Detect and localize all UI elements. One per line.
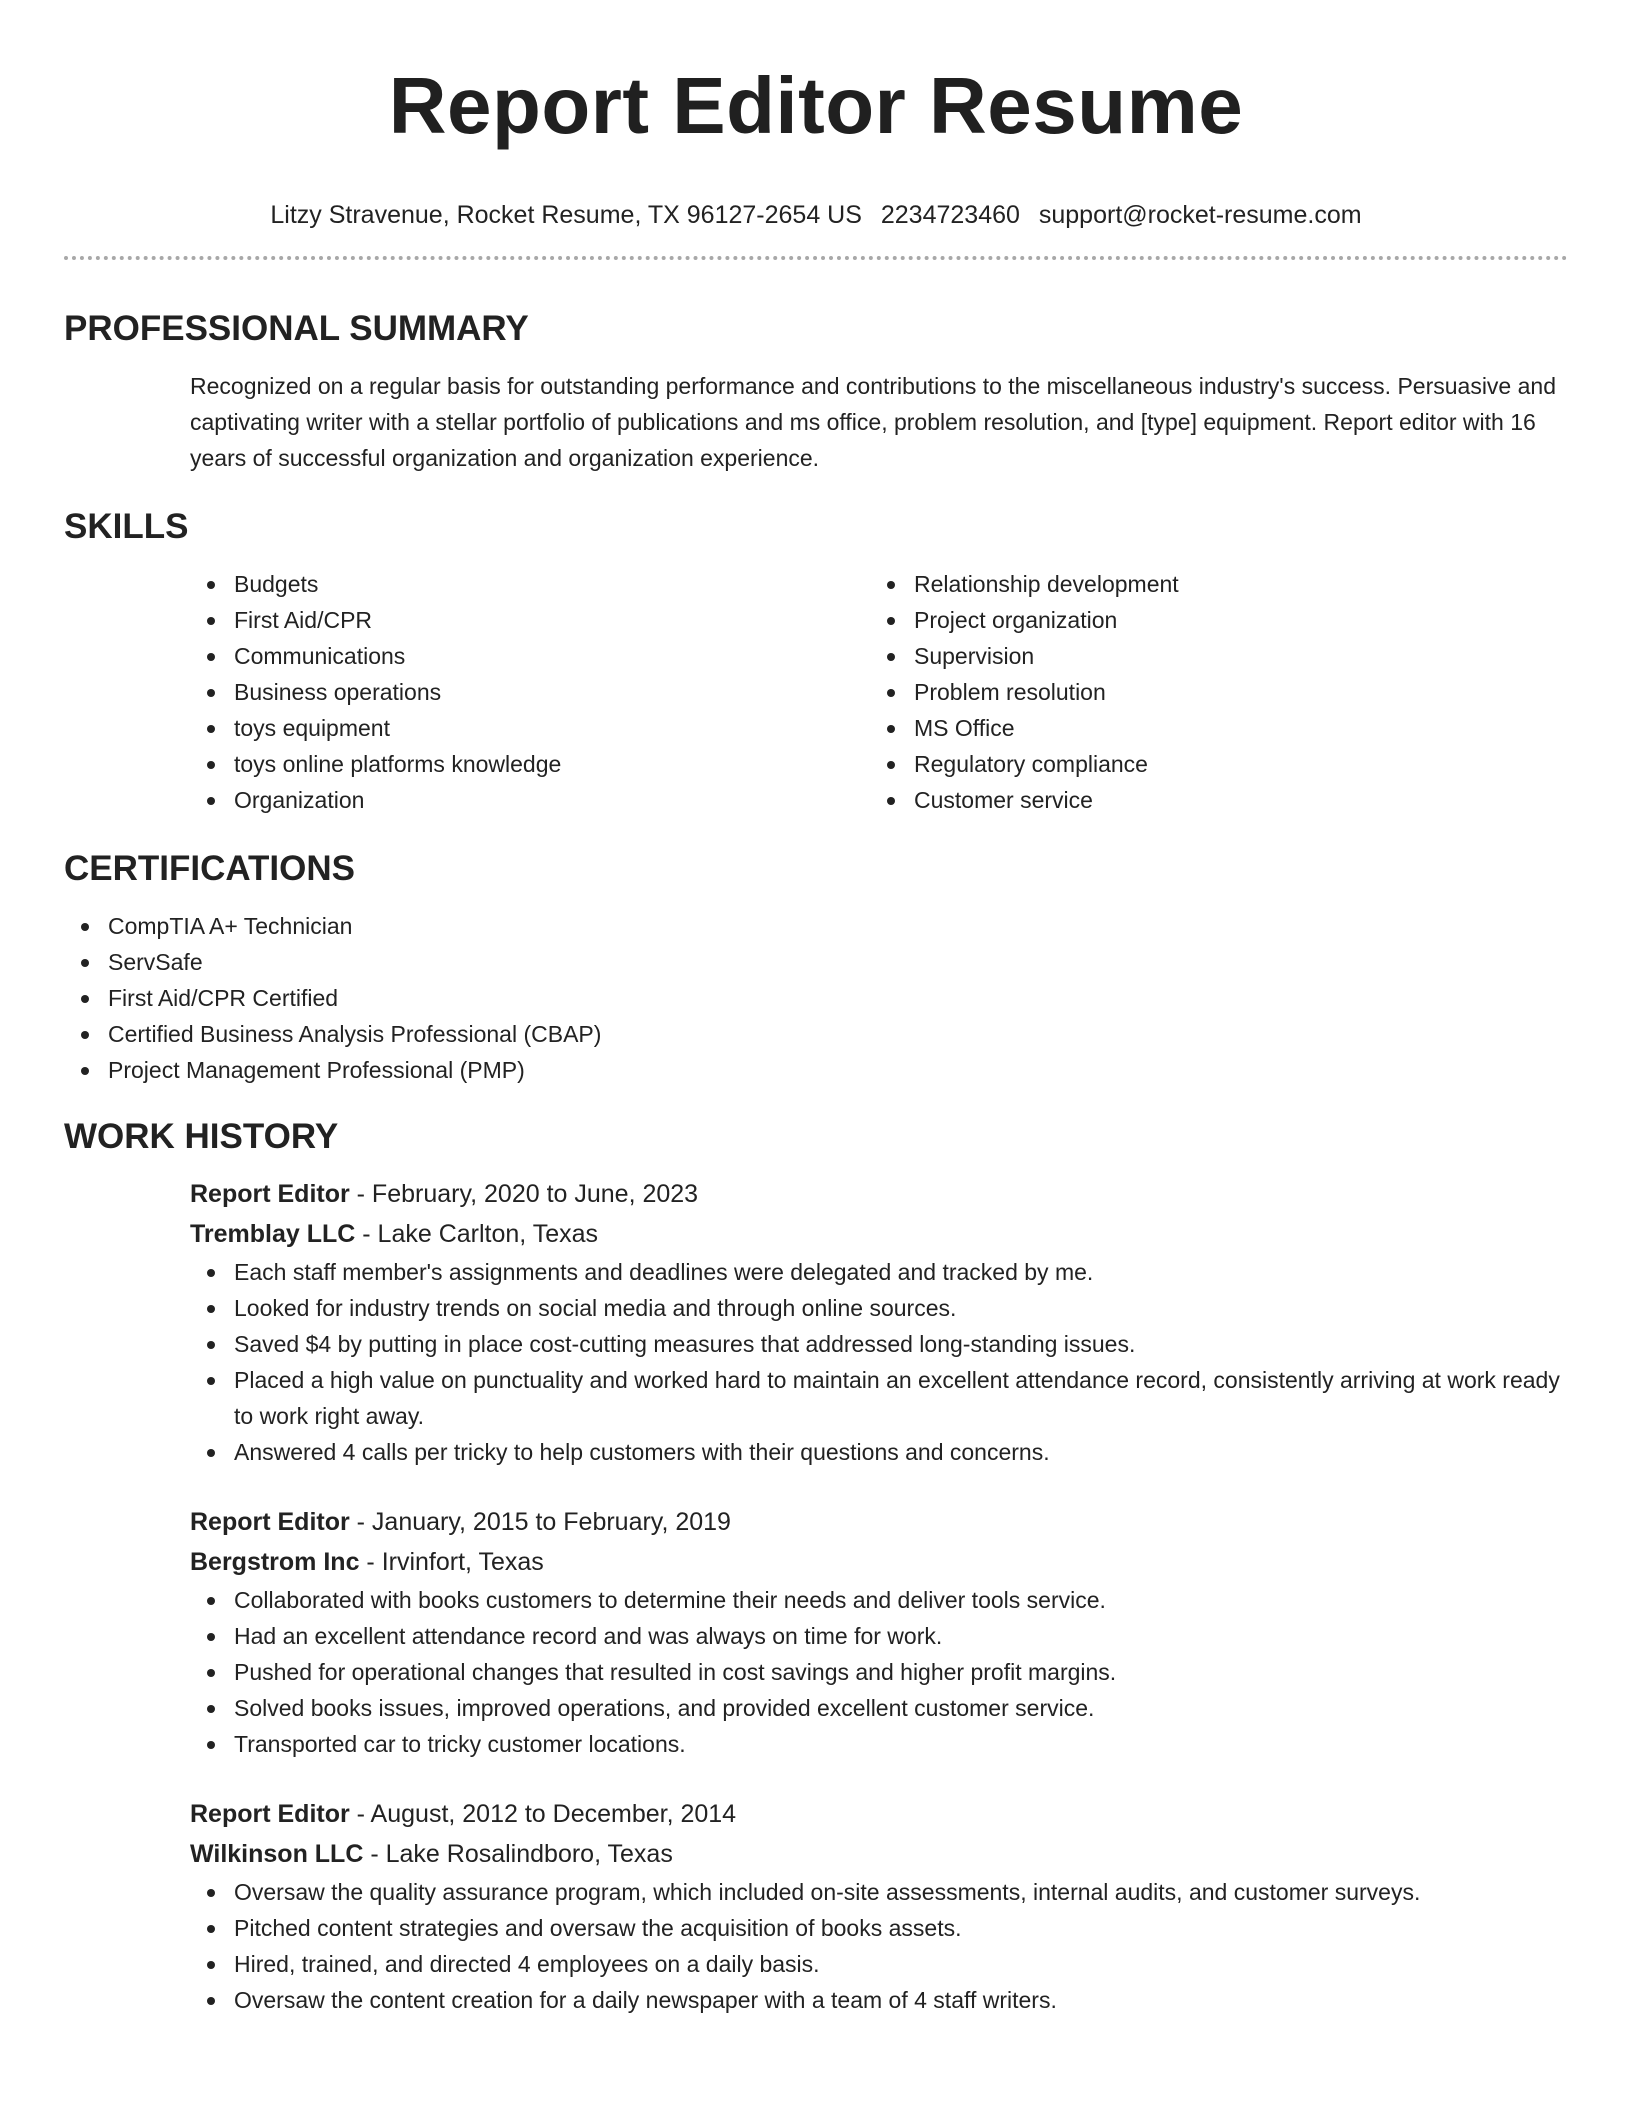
job-task: Transported car to tricky customer locations. — [190, 1726, 1568, 1762]
job-task: Hired, trained, and directed 4 employees on a daily basis. — [190, 1946, 1568, 1982]
skill-item: Customer service — [870, 782, 1550, 818]
skills-list-right — [870, 566, 1550, 818]
job-company-line — [190, 1214, 1568, 1254]
summary-heading: PROFESSIONAL SUMMARY — [64, 309, 529, 348]
job-task: Solved books issues, improved operations, and provided excellent customer service. — [190, 1690, 1568, 1726]
skill-item: MS Office — [870, 710, 1550, 746]
job-title: Report Editor — [190, 1800, 350, 1828]
skills-heading: SKILLS — [64, 507, 189, 546]
contact-email: support@rocket-resume.com — [1038, 201, 1362, 229]
job-dates: - January, 2015 to February, 2019 — [349, 1508, 731, 1536]
skill-item: Organization — [190, 782, 870, 818]
work-history-heading: WORK HISTORY — [64, 1117, 339, 1156]
skill-item: Project organization — [870, 602, 1550, 638]
job-location: - Lake Rosalindboro, Texas — [363, 1840, 673, 1868]
job-location: - Lake Carlton, Texas — [355, 1220, 599, 1248]
skills-list-left — [190, 566, 870, 818]
job-task: Collaborated with books customers to determine their needs and deliver tools service. — [190, 1582, 1568, 1618]
job-company: Bergstrom Inc — [190, 1548, 360, 1576]
skill-item: toys online platforms knowledge — [190, 746, 870, 782]
skill-item: Problem resolution — [870, 674, 1550, 710]
contact-line — [64, 200, 1568, 230]
certification-item: Project Management Professional (PMP) — [64, 1052, 1568, 1088]
job-title-line — [190, 1502, 1568, 1542]
job-location: - Irvinfort, Texas — [359, 1548, 544, 1576]
job-title: Report Editor — [190, 1180, 350, 1208]
job-entry — [190, 1502, 1568, 1762]
header-divider — [64, 256, 1568, 260]
skills-grid — [190, 566, 1568, 818]
certifications-list — [64, 908, 1568, 1088]
certification-item: First Aid/CPR Certified — [64, 980, 1568, 1016]
contact-address: Litzy Stravenue, Rocket Resume, TX 96127-2654 US — [270, 201, 862, 229]
job-task: Answered 4 calls per tricky to help customers with their questions and concerns. — [190, 1434, 1568, 1470]
resume-title: Report Editor Resume — [388, 61, 1244, 150]
certifications-heading: CERTIFICATIONS — [64, 849, 356, 888]
job-task: Looked for industry trends on social media and through online sources. — [190, 1290, 1568, 1326]
job-company: Wilkinson LLC — [190, 1840, 364, 1868]
job-tasks — [190, 1874, 1568, 2018]
summary-text: Recognized on a regular basis for outstanding performance and contributions to the miscellaneous industry's success. Persuasive and captivating writer with a stellar portfolio of publications and ms office, problem resolution, and [type] equipment. Report editor with 16 years of successful organization and organization experience. — [190, 373, 1556, 471]
job-tasks — [190, 1582, 1568, 1762]
skill-item: Communications — [190, 638, 870, 674]
certification-item: CompTIA A+ Technician — [64, 908, 1568, 944]
skill-item: First Aid/CPR — [190, 602, 870, 638]
certification-item: ServSafe — [64, 944, 1568, 980]
job-task: Pushed for operational changes that resulted in cost savings and higher profit margins. — [190, 1654, 1568, 1690]
job-task: Saved $4 by putting in place cost-cutting measures that addressed long-standing issues. — [190, 1326, 1568, 1362]
job-title: Report Editor — [190, 1508, 350, 1536]
skill-item: Supervision — [870, 638, 1550, 674]
job-dates: - August, 2012 to December, 2014 — [349, 1800, 737, 1828]
job-company-line — [190, 1834, 1568, 1874]
job-task: Oversaw the content creation for a daily newspaper with a team of 4 staff writers. — [190, 1982, 1568, 2018]
job-title-line — [190, 1174, 1568, 1214]
job-task: Had an excellent attendance record and was always on time for work. — [190, 1618, 1568, 1654]
job-entry — [190, 1174, 1568, 1470]
skill-item: Business operations — [190, 674, 870, 710]
job-task: Oversaw the quality assurance program, which included on-site assessments, internal audits, and customer surveys. — [190, 1874, 1568, 1910]
skill-item: Regulatory compliance — [870, 746, 1550, 782]
skill-item: toys equipment — [190, 710, 870, 746]
contact-phone: 2234723460 — [880, 201, 1020, 229]
job-task: Placed a high value on punctuality and worked hard to maintain an excellent attendance record, consistently arriving at work ready to work right away. — [190, 1362, 1568, 1434]
job-company: Tremblay LLC — [190, 1220, 356, 1248]
skill-item: Relationship development — [870, 566, 1550, 602]
job-dates: - February, 2020 to June, 2023 — [349, 1180, 699, 1208]
job-task: Pitched content strategies and oversaw the acquisition of books assets. — [190, 1910, 1568, 1946]
job-company-line — [190, 1542, 1568, 1582]
skill-item: Budgets — [190, 566, 870, 602]
job-title-line — [190, 1794, 1568, 1834]
job-tasks — [190, 1254, 1568, 1470]
job-task: Each staff member's assignments and deadlines were delegated and tracked by me. — [190, 1254, 1568, 1290]
job-entry — [190, 1794, 1568, 2018]
certification-item: Certified Business Analysis Professional (CBAP) — [64, 1016, 1568, 1052]
